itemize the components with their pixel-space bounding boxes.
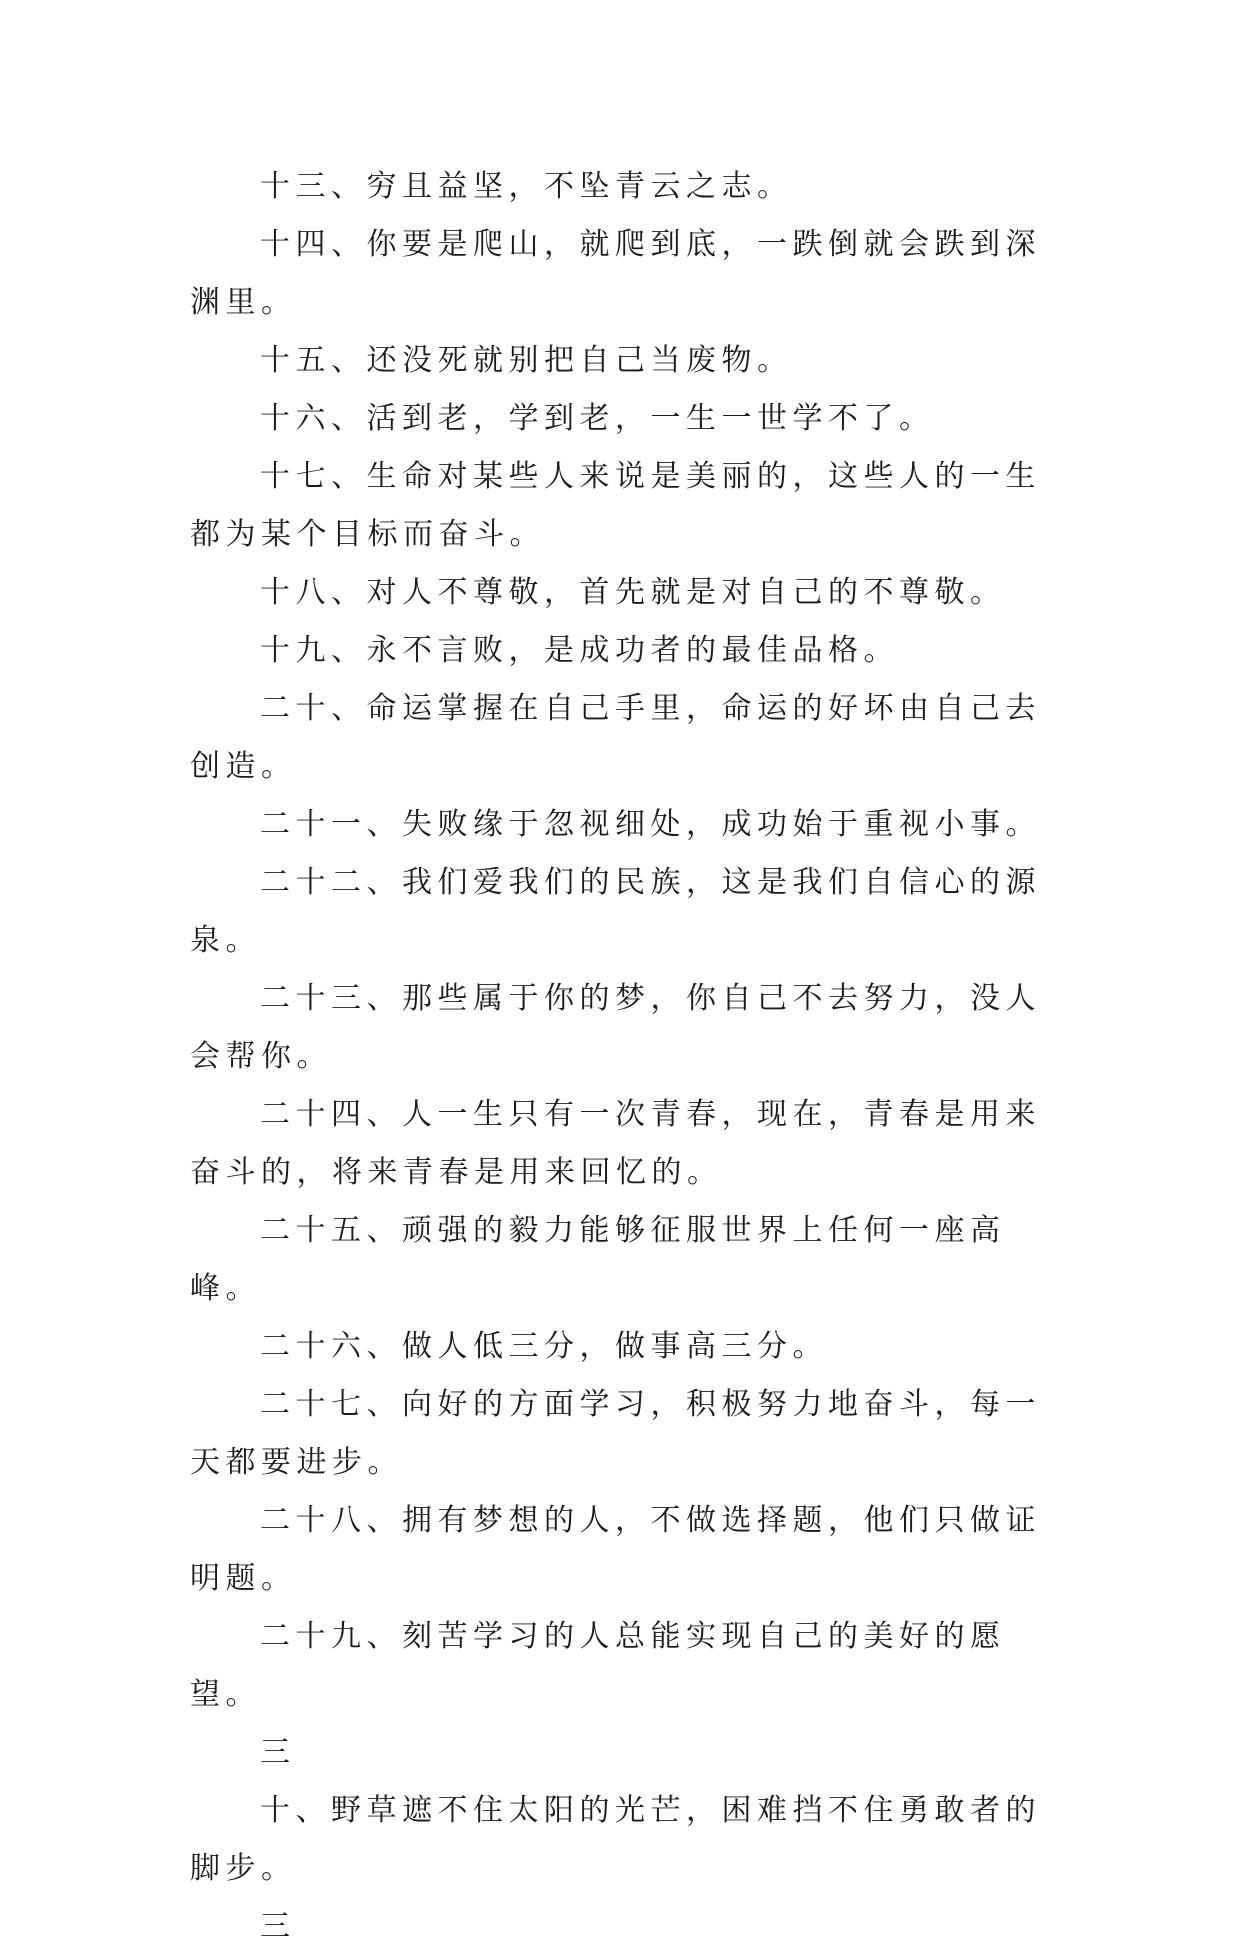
- document-body: [190, 158, 1050, 1956]
- paragraph-16: 十六、活到老，学到老，一生一世学不了。: [260, 401, 935, 436]
- paragraph-25: 二十五、顽强的毅力能够征服世界上任何一座高峰。: [190, 1213, 1006, 1306]
- paragraph-29: 二十九、刻苦学习的人总能实现自己的美好的愿望。: [190, 1619, 1006, 1712]
- paragraph-21: 二十一、失败缘于忽视细处，成功始于重视小事。: [260, 807, 1041, 842]
- paragraph-fragment-b: 三: [260, 1909, 296, 1944]
- paragraph-24: 二十四、人一生只有一次青春，现在，青春是用来奋斗的，将来青春是用来回忆的。: [190, 1097, 1041, 1190]
- paragraph-14: 十四、你要是爬山，就爬到底，一跌倒就会跌到深渊里。: [190, 227, 1041, 320]
- paragraph-27: 二十七、向好的方面学习，积极努力地奋斗，每一天都要进步。: [190, 1387, 1041, 1480]
- paragraph-19: 十九、永不言败，是成功者的最佳品格。: [260, 633, 899, 668]
- paragraph-26: 二十六、做人低三分，做事高三分。: [260, 1329, 828, 1364]
- paragraph-13: 十三、穷且益坚，不坠青云之志。: [260, 169, 793, 204]
- paragraph-fragment-a: 三: [260, 1735, 296, 1770]
- paragraph-22: 二十二、我们爱我们的民族，这是我们自信心的源泉。: [190, 865, 1041, 958]
- paragraph-23: 二十三、那些属于你的梦，你自己不去努力，没人会帮你。: [190, 981, 1041, 1074]
- paragraph-15: 十五、还没死就别把自己当废物。: [260, 343, 793, 378]
- paragraph-17: 十七、生命对某些人来说是美丽的，这些人的一生都为某个目标而奋斗。: [190, 459, 1041, 552]
- paragraph-18: 十八、对人不尊敬，首先就是对自己的不尊敬。: [260, 575, 1006, 610]
- paragraph-30: 十、野草遮不住太阳的光芒，困难挡不住勇敢者的脚步。: [190, 1793, 1041, 1886]
- paragraph-20: 二十、命运掌握在自己手里，命运的好坏由自己去创造。: [190, 691, 1041, 784]
- paragraph-28: 二十八、拥有梦想的人，不做选择题，他们只做证明题。: [190, 1503, 1041, 1596]
